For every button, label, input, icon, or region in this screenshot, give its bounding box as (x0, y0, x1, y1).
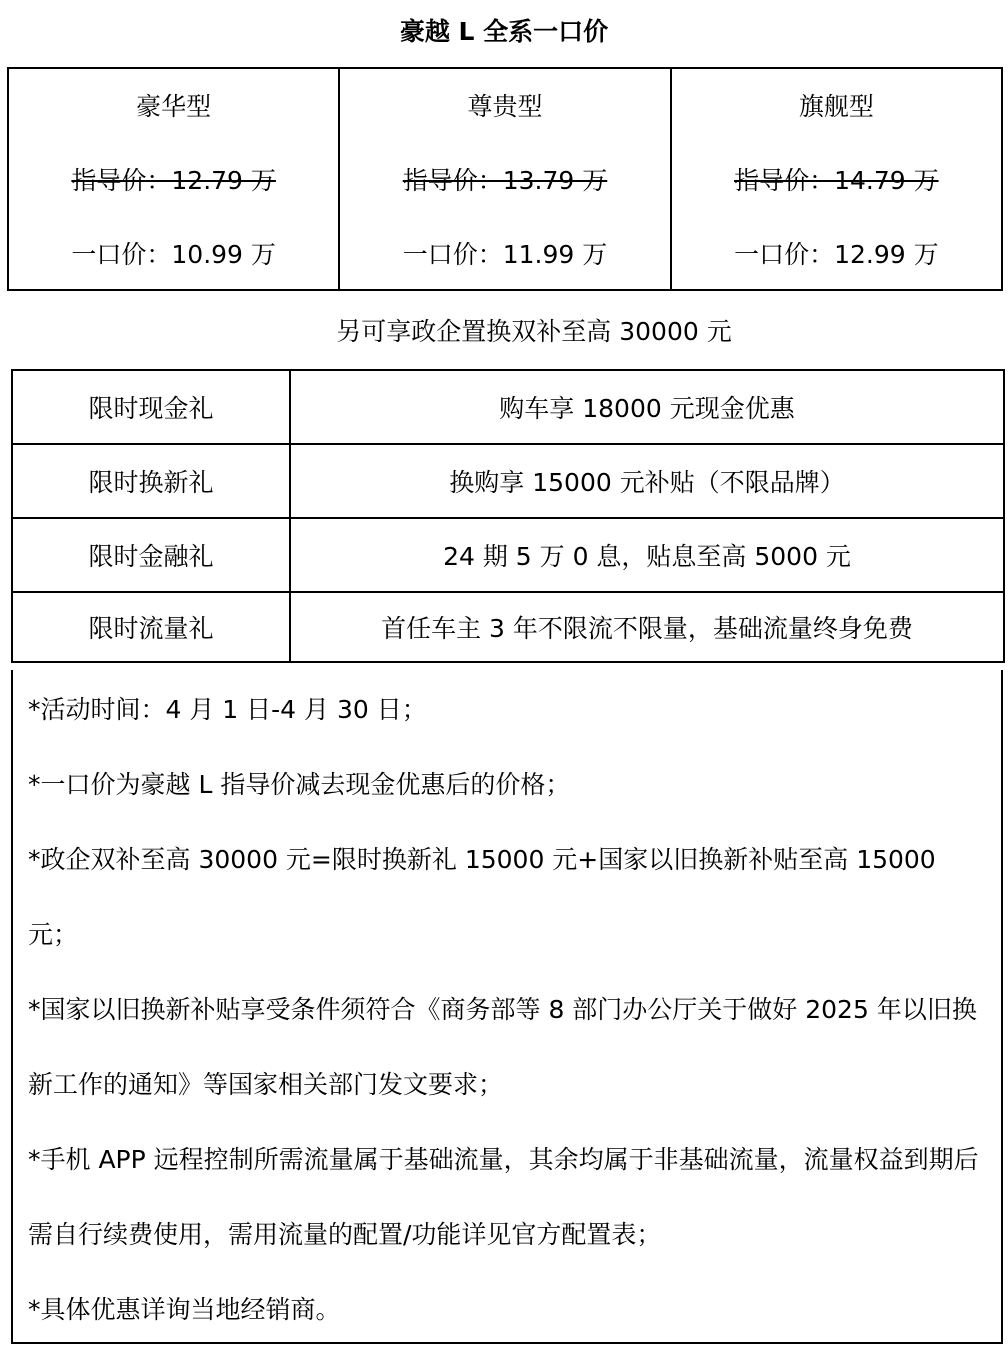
msrp-price: 指导价：12.79 万 (71, 166, 276, 195)
trim-cell-premium (339, 68, 670, 290)
note-item: *手机 APP 远程控制所需流量属于基础流量，其余均属于非基础流量，流量权益到期后需自行续费使用，需用流量的配置/功能详见官方配置表； (28, 1145, 979, 1249)
note-item: *一口价为豪越 L 指导价减去现金优惠后的价格； (28, 770, 571, 799)
trim-cell-flagship (671, 68, 1002, 290)
trim-name: 旗舰型 (798, 92, 874, 121)
msrp-price: 指导价：14.79 万 (734, 166, 939, 195)
note-item: *活动时间：4 月 1 日-4 月 30 日； (28, 695, 427, 724)
gift-label: 限时换新礼 (12, 444, 290, 518)
trim-cell-luxury (8, 68, 339, 290)
table-row (12, 518, 1004, 592)
note-item: *具体优惠详询当地经销商。 (28, 1295, 341, 1324)
note-item: *国家以旧换新补贴享受条件须符合《商务部等 8 部门办公厅关于做好 2025 年以旧换新工作的通知》等国家相关部门发文要求； (28, 995, 977, 1099)
subsidy-line: 另可享政企置换双补至高 30000 元 (336, 317, 732, 346)
table-row (12, 370, 1004, 444)
table-row (12, 592, 1004, 662)
price-table (7, 67, 1003, 291)
gift-detail: 购车享 18000 元现金优惠 (290, 370, 1004, 444)
msrp-price: 指导价：13.79 万 (402, 166, 608, 195)
gift-label: 限时流量礼 (12, 592, 290, 662)
gift-label: 限时金融礼 (12, 518, 290, 592)
trim-name: 豪华型 (136, 92, 212, 121)
page-title: 豪越 L 全系一口价 (399, 17, 609, 46)
fixed-price: 一口价：12.99 万 (734, 240, 939, 269)
table-row (12, 444, 1004, 518)
price-row (8, 68, 1002, 290)
gift-table (11, 369, 1005, 663)
gift-detail: 换购享 15000 元补贴（不限品牌） (290, 444, 1004, 518)
gift-detail: 24 期 5 万 0 息，贴息至高 5000 元 (290, 518, 1004, 592)
notes-box (11, 670, 1003, 1344)
trim-name: 尊贵型 (467, 92, 543, 121)
note-item: *政企双补至高 30000 元=限时换新礼 15000 元+国家以旧换新补贴至高 15000 元； (28, 845, 936, 949)
fixed-price: 一口价：11.99 万 (402, 240, 608, 269)
gift-detail: 首任车主 3 年不限流不限量，基础流量终身免费 (290, 592, 1004, 662)
fixed-price: 一口价：10.99 万 (71, 240, 276, 269)
gift-label: 限时现金礼 (12, 370, 290, 444)
